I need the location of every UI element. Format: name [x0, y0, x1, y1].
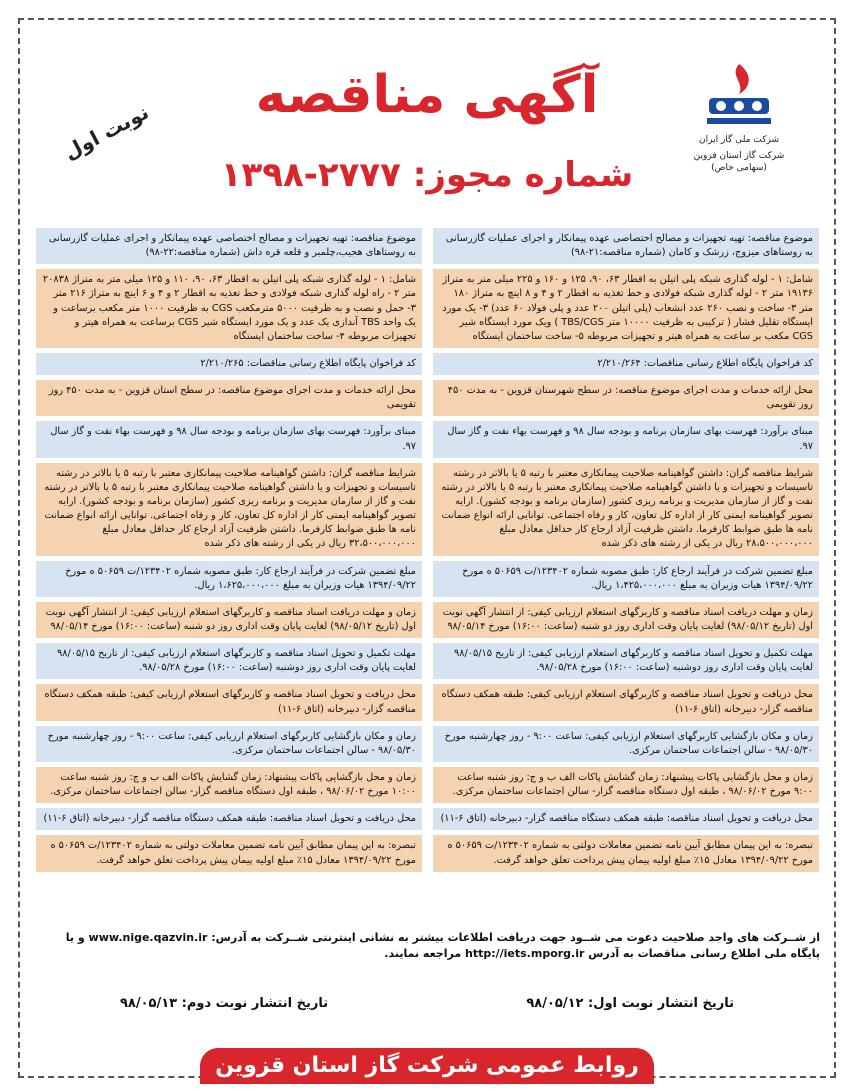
tender-22-column — [36, 228, 422, 877]
tender-item: محل دریافت و تحویل اسناد مناقصه و کاربرگهای استعلام ارزیابی کیفی: طبقه همکف دستگاه مناقصه گزار- دبیرخانه (اتاق ۶-۱۱) — [433, 684, 819, 720]
footer-banner: روابط عمومی شرکت گاز استان قزوین — [200, 1048, 654, 1084]
tender-item: زمان و مهلت دریافت اسناد مناقصه و کاربرگهای استعلام ارزیابی کیفی: از انتشار آگهی نوبت اول (تاریخ ۹۸/۰۵/۱۲) لغایت پایان وقت اداری روز دو شنبه (ساعت: ۱۶:۰۰) مورخ ۹۸/۰۵/۱۴ — [433, 602, 819, 638]
tender-item: محل دریافت و تحویل اسناد مناقصه و کاربرگهای استعلام ارزیابی کیفی: طبقه همکف دستگاه مناقصه گزار- دبیرخانه (اتاق ۶-۱۱) — [36, 684, 422, 720]
tender-item: کد فراخوان پایگاه اطلاع رسانی مناقصات: ۲/۲۱۰/۲۶۴ — [433, 353, 819, 375]
page-title: آگهی مناقصه — [255, 65, 599, 125]
tender-item: مبنای برآورد: فهرست بهای سازمان برنامه و بودجه سال ۹۸ و فهرست بهاء نفت و گاز سال ۹۷. — [433, 421, 819, 457]
first-publish-date: تاریخ انتشار نوبت اول: ۹۸/۰۵/۱۲ — [526, 996, 734, 1011]
round-label: نوبت اول — [59, 99, 153, 165]
tender-item: کد فراخوان پایگاه اطلاع رسانی مناقصات: ۲/۲۱۰/۲۶۵ — [36, 353, 422, 375]
tender-item: تبصره: به این پیمان مطابق آیین نامه تضمین معاملات دولتی به شماره ۱۲۳۴۰۲/ت ۵۰۶۵۹ ه مورخ ۱۳۹۴/۰۹/۲۲ معادل ۱۵٪ مبلغ اولیه پیمان پیش پرداخت تعلق خواهد گرفت. — [433, 835, 819, 871]
company-name-line2: شرکت گاز استان قزوین (سهامی خاص) — [693, 151, 785, 173]
tender-21-column — [433, 228, 819, 877]
tender-item: زمان و مهلت دریافت اسناد مناقصه و کاربرگهای استعلام ارزیابی کیفی: از انتشار آگهی نوبت اول (تاریخ ۹۸/۰۵/۱۲) لغایت پایان وقت اداری روز دو شنبه (ساعت: ۱۶:۰۰) مورخ ۹۸/۰۵/۱۴ — [36, 602, 422, 638]
company-logo — [684, 60, 794, 180]
tender-item: شامل: ۱ - لوله گذاری شبکه پلی اتیلن به اقطار ۶۳، ۹۰، ۱۱۰ و ۱۲۵ میلی متر به متراژ ۲۰۸۳۸ متر ۲ - راه لوله گذاری شبکه فولادی و خط تغذیه به اقطار ۲ و ۴ و ۶ اینچ به متراژ ۲۱۶ متر ۳- حمل و نصب و به ظرفیت ۵۰۰۰ مترمکعب CGS به ظرفیت ۱۰۰۰ متر مکعب برساعت و یک واحد TBS آندازی یک عدد و یک مورد ایستگاه شیر CGS برساعت به همراه هیتر و تجهیزات مربوطه ۴- ساخت ساختمان ایستگاه — [36, 269, 422, 348]
tender-item: تبصره: به این پیمان مطابق آیین نامه تضمین معاملات دولتی به شماره ۱۲۳۴۰۲/ت ۵۰۶۵۹ ه مورخ ۱۳۹۴/۰۹/۲۲ معادل ۱۵٪ مبلغ اولیه پیمان پیش پرداخت تعلق خواهد گرفت. — [36, 835, 422, 871]
tender-item: محل دریافت و تحویل اسناد مناقصه: طبقه همکف دستگاه مناقصه گزار- دبیرخانه (اتاق ۶-۱۱) — [433, 808, 819, 830]
tender-item: مبلغ تضمین شرکت در فرآیند ارجاع کار: طبق مصوبه شماره ۱۲۳۴۰۲/ت ۵۰۶۵۹ ه مورخ ۱۳۹۴/۰۹/۲۲ هیات وزیران به مبلغ ۱،۴۲۵،۰۰۰،۰۰۰ ریال. — [433, 561, 819, 597]
tender-item: مبنای برآورد: فهرست بهای سازمان برنامه و بودجه سال ۹۸ و فهرست بهاء نفت و گاز سال ۹۷. — [36, 421, 422, 457]
tender-item: محل ارائه خدمات و مدت اجرای موضوع مناقصه: در سطح شهرستان قزوین - به مدت ۴۵۰ روز تقویمی — [433, 380, 819, 416]
tender-item: زمان و مکان بازگشایی کاربرگهای استعلام ارزیابی کیفی: ساعت ۹:۰۰ - روز چهارشنبه مورخ ۹۸/۰۵/۳۰ - سالن اجتماعات ساختمان مرکزی. — [36, 726, 422, 762]
tender-item: زمان و محل بازگشایی پاکات پیشنهاد: زمان گشایش پاکات الف ب و ج: روز شنبه ساعت ۹:۰۰ مورخ ۹۸/۰۶/۰۲ ، طبقه اول دستگاه مناقصه گزار- سالن اجتماعات ساختمان مرکزی. — [433, 767, 819, 803]
contact-note: از شــرکت های واجد صلاحیت دعوت می شــود جهت دریافت اطلاعات بیشتر به نشانی اینترنتی شــرکت به آدرس: www.nige.qazvin.ir و یا پایگاه ملی اطلاع رسانی مناقصات به آدرس http://iets.mporg.ir مراجعه نمایند. — [65, 931, 820, 960]
gas-flame-icon — [699, 60, 779, 130]
tender-item: محل دریافت و تحویل اسناد مناقصه: طبقه همکف دستگاه مناقصه گزار- دبیرخانه (اتاق ۶-۱۱) — [36, 808, 422, 830]
tender-item: مبلغ تضمین شرکت در فرآیند ارجاع کار: طبق مصوبه شماره ۱۲۳۴۰۲/ت ۵۰۶۵۹ ه مورخ ۱۳۹۴/۰۹/۲۲ هیات وزیران به مبلغ ۱،۶۲۵،۰۰۰،۰۰۰ ریال. — [36, 561, 422, 597]
tender-item: موضوع مناقصه: تهیه تجهیزات و مصالح اختصاصی عهده پیمانکار و اجرای عملیات گازرسانی به روستاهای میزوج، زرشک و کامان (شماره مناقصه:۲۱-۹۸) — [433, 228, 819, 264]
tender-item: موضوع مناقصه: تهیه تجهیزات و مصالح اختصاصی عهده پیمانکار و اجرای عملیات گازرسانی به روستاهای هجیب،چلمبر و قلعه قره داش (شماره مناقصه:۲۲-۹۸) — [36, 228, 422, 264]
tender-item: شرایط مناقصه گران: داشتن گواهینامه صلاحیت پیمانکاری معتبر با رتبه ۵ یا بالاتر در رشته تاسیسات و تجهیزات و یا داشتن گواهینامه صلاحیت پیمانکاری معتبر با رتبه ۵ یا بالاتر در رشته نفت و گاز از سازمان مدیریت و برنامه ریزی کشور (سازمان برنامه و بودجه کشور). ارایه تصویر گواهینامه ایمنی کار از اداره کل تعاون، کار و رفاه اجتماعی. توانایی ارائه انواع ضمانت نامه ها طبق ضوابط کارفرما. داشتن ظرفیت آزاد ارجاع کار حداقل معادل مبلغ ۲۸،۵۰۰،۰۰۰،۰۰۰ ریال در یکی از رشته های ذکر شده — [433, 463, 819, 556]
tender-item: شامل: ۱ - لوله گذاری شبکه پلی اتیلن به اقطار ۶۳، ۹۰، ۱۲۵ و ۱۶۰ و ۲۲۵ میلی متر به متراژ ۱۹۱۳۶ متر ۲ - لوله گذاری شبکه فولادی و خط تغذیه به اقطار ۲ و ۴ و ۸ اینچ به متراژ ۱۸۰ متر ۳- ساخت و نصب ۲۶۰ عدد انشعاب (پلی اتیلن ۲۰۰ عدد و پلی فولاد ۶۰ عدد) ۳- یک مورد ایستگاه تقلیل فشار ( ترکیبی به ظرفیت ۱۰۰۰۰ متر TBS/CGS ) ویک مورد ایستگاه شیر CGS مکعب بر ساعت به همراه هیتر و تجهیزات مربوطه ۵- ساخت ساختمان ایستگاه — [433, 269, 819, 348]
company-name-line1: شرکت ملی گاز ایران — [699, 135, 779, 145]
header — [20, 20, 834, 220]
tender-item: زمان و مکان بازگشایی کاربرگهای استعلام ارزیابی کیفی: ساعت ۹:۰۰ - روز چهارشنبه مورخ ۹۸/۰۵/۳۰ - سالن اجتماعات ساختمان مرکزی. — [433, 726, 819, 762]
tender-item: محل ارائه خدمات و مدت اجرای موضوع مناقصه: در سطح استان قزوین - به مدت ۴۵۰ روز تقویمی — [36, 380, 422, 416]
permit-number: شماره مجوز: ۲۷۷۷-۱۳۹۸ — [220, 155, 634, 195]
tender-item: مهلت تکمیل و تحویل اسناد مناقصه و کاربرگهای استعلام ارزیابی کیفی: از تاریخ ۹۸/۰۵/۱۵ لغایت پایان وقت اداری روز دوشنبه (ساعت: ۱۶:۰۰) مورخ ۹۸/۰۵/۲۸. — [433, 643, 819, 679]
second-publish-date: تاریخ انتشار نوبت دوم: ۹۸/۰۵/۱۳ — [120, 996, 329, 1011]
tender-item: شرایط مناقصه گران: داشتن گواهینامه صلاحیت پیمانکاری معتبر با رتبه ۵ یا بالاتر در رشته تاسیسات و تجهیزات و یا داشتن گواهینامه صلاحیت پیمانکاری معتبر با رتبه ۵ یا بالاتر در رشته نفت و گاز از سازمان مدیریت و برنامه ریزی کشور (سازمان برنامه و بودجه کشور). ارایه تصویر گواهینامه ایمنی کار از اداره کل تعاون، کار و رفاه اجتماعی. توانایی ارائه انواع ضمانت نامه ها طبق ضوابط کارفرما. داشتن ظرفیت آزاد ارجاع کار حداقل معادل مبلغ ۳۲،۵۰۰،۰۰۰،۰۰۰ ریال در یکی از رشته های ذکر شده — [36, 463, 422, 556]
tender-item: مهلت تکمیل و تحویل اسناد مناقصه و کاربرگهای استعلام ارزیابی کیفی: از تاریخ ۹۸/۰۵/۱۵ لغایت پایان وقت اداری روز دوشنبه (ساعت: ۱۶:۰۰) مورخ ۹۸/۰۵/۲۸. — [36, 643, 422, 679]
tender-item: زمان و محل بازگشایی پاکات پیشنهاد: زمان گشایش پاکات الف ب و ج: روز شنبه ساعت ۱۰:۰۰ مورخ ۹۸/۰۶/۰۲ ، طبقه اول دستگاه مناقصه گزار- سالن اجتماعات ساختمان مرکزی. — [36, 767, 422, 803]
